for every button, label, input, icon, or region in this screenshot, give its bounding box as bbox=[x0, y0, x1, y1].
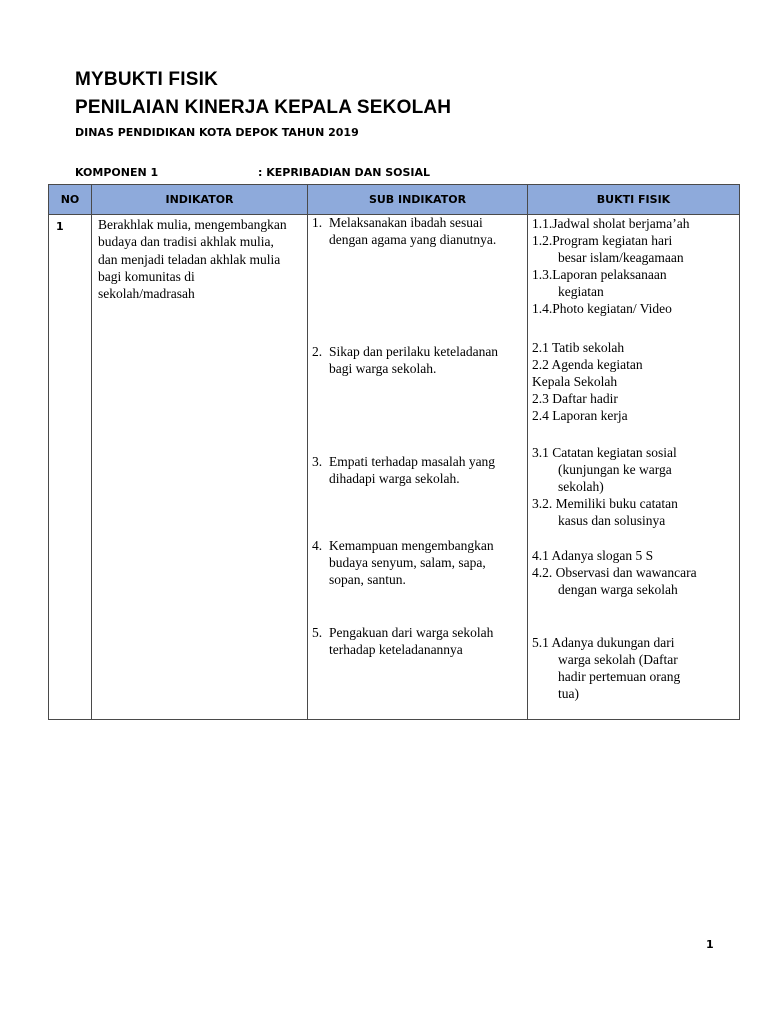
bukti-fisik-line: warga sekolah (Daftar bbox=[558, 652, 678, 667]
table-row bbox=[49, 215, 740, 720]
bukti-fisik-line: 2.4 Laporan kerja bbox=[532, 408, 628, 423]
sub-indikator-text: Empati terhadap masalah yang dihadapi warga sekolah. bbox=[329, 454, 496, 486]
sub-indikator-item bbox=[312, 343, 512, 377]
bukti-fisik-line: 2.3 Daftar hadir bbox=[532, 391, 618, 406]
bukti-fisik-group bbox=[532, 634, 737, 702]
bukti-fisik-line: 5.1 Adanya dukungan dari bbox=[532, 635, 675, 650]
column-header-no: NO bbox=[49, 185, 92, 215]
bukti-fisik-group bbox=[532, 215, 737, 317]
cell-indikator bbox=[92, 215, 308, 720]
bukti-fisik-line: besar islam/keagamaan bbox=[558, 250, 684, 265]
bukti-fisik-line: (kunjungan ke warga bbox=[558, 462, 672, 477]
bukti-fisik-group bbox=[532, 444, 737, 529]
page-number: 1 bbox=[706, 938, 714, 951]
indikator-text: Berakhlak mulia, mengembangkan budaya dan tradisi akhlak mulia, dan menjadi teladan akhlak mulia bagi komunitas di sekolah/madrasah bbox=[98, 217, 287, 302]
bukti-fisik-line: 1.4.Photo kegiatan/ Video bbox=[532, 301, 672, 316]
sub-indikator-item bbox=[312, 624, 512, 658]
bukti-fisik-line: 4.2. Observasi dan wawancara bbox=[532, 565, 697, 580]
cell-no bbox=[49, 215, 92, 720]
document-title-line2: PENILAIAN KINERJA KEPALA SEKOLAH bbox=[75, 97, 452, 118]
column-header-bukti-fisik: BUKTI FISIK bbox=[528, 185, 740, 215]
sub-indikator-text: Melaksanakan ibadah sesuai dengan agama yang dianutnya. bbox=[329, 215, 497, 247]
bukti-fisik-group bbox=[532, 547, 737, 598]
evidence-table bbox=[48, 184, 740, 720]
sub-indikator-item bbox=[312, 214, 512, 248]
bukti-fisik-line: hadir pertemuan orang bbox=[558, 669, 681, 684]
bukti-fisik-line: 3.2. Memiliki buku catatan bbox=[532, 496, 678, 511]
bukti-fisik-line: 3.1 Catatan kegiatan sosial bbox=[532, 445, 677, 460]
sub-indikator-number: 2. bbox=[312, 344, 323, 359]
sub-indikator-number: 1. bbox=[312, 215, 323, 230]
bukti-fisik-line: Kepala Sekolah bbox=[532, 374, 618, 389]
bukti-fisik-line: sekolah) bbox=[558, 479, 604, 494]
bukti-fisik-group bbox=[532, 339, 737, 424]
sub-indikator-text: Kemampuan mengembangkan budaya senyum, salam, sapa, sopan, santun. bbox=[329, 538, 494, 587]
sub-indikator-item bbox=[312, 453, 512, 487]
sub-indikator-text: Sikap dan perilaku keteladanan bagi warga sekolah. bbox=[329, 344, 499, 376]
column-header-indikator: INDIKATOR bbox=[92, 185, 308, 215]
komponen-label: KOMPONEN 1 bbox=[75, 166, 159, 179]
bukti-fisik-line: dengan warga sekolah bbox=[558, 582, 678, 597]
table-header-row bbox=[49, 185, 740, 215]
sub-indikator-text: Pengakuan dari warga sekolah terhadap keteladanannya bbox=[329, 625, 494, 657]
bukti-fisik-line: 2.2 Agenda kegiatan bbox=[532, 357, 643, 372]
document-subtitle: DINAS PENDIDIKAN KOTA DEPOK TAHUN 2019 bbox=[75, 126, 359, 139]
komponen-value: : KEPRIBADIAN DAN SOSIAL bbox=[258, 166, 431, 179]
column-header-sub-indikator: SUB INDIKATOR bbox=[308, 185, 528, 215]
cell-sub-indikator bbox=[308, 215, 528, 720]
bukti-fisik-line: kegiatan bbox=[558, 284, 604, 299]
sub-indikator-number: 4. bbox=[312, 538, 323, 553]
bukti-fisik-line: 4.1 Adanya slogan 5 S bbox=[532, 548, 654, 563]
bukti-fisik-line: 1.1.Jadwal sholat berjama’ah bbox=[532, 216, 690, 231]
document-title: MYBUKTI FISIK bbox=[75, 69, 218, 90]
bukti-fisik-line: kasus dan solusinya bbox=[558, 513, 666, 528]
row-number: 1 bbox=[56, 220, 64, 233]
sub-indikator-number: 5. bbox=[312, 625, 323, 640]
sub-indikator-number: 3. bbox=[312, 454, 323, 469]
sub-indikator-item bbox=[312, 537, 512, 588]
cell-bukti-fisik bbox=[528, 215, 740, 720]
bukti-fisik-line: 2.1 Tatib sekolah bbox=[532, 340, 625, 355]
bukti-fisik-line: 1.3.Laporan pelaksanaan bbox=[532, 267, 667, 282]
bukti-fisik-line: tua) bbox=[558, 686, 579, 701]
bukti-fisik-line: 1.2.Program kegiatan hari bbox=[532, 233, 673, 248]
